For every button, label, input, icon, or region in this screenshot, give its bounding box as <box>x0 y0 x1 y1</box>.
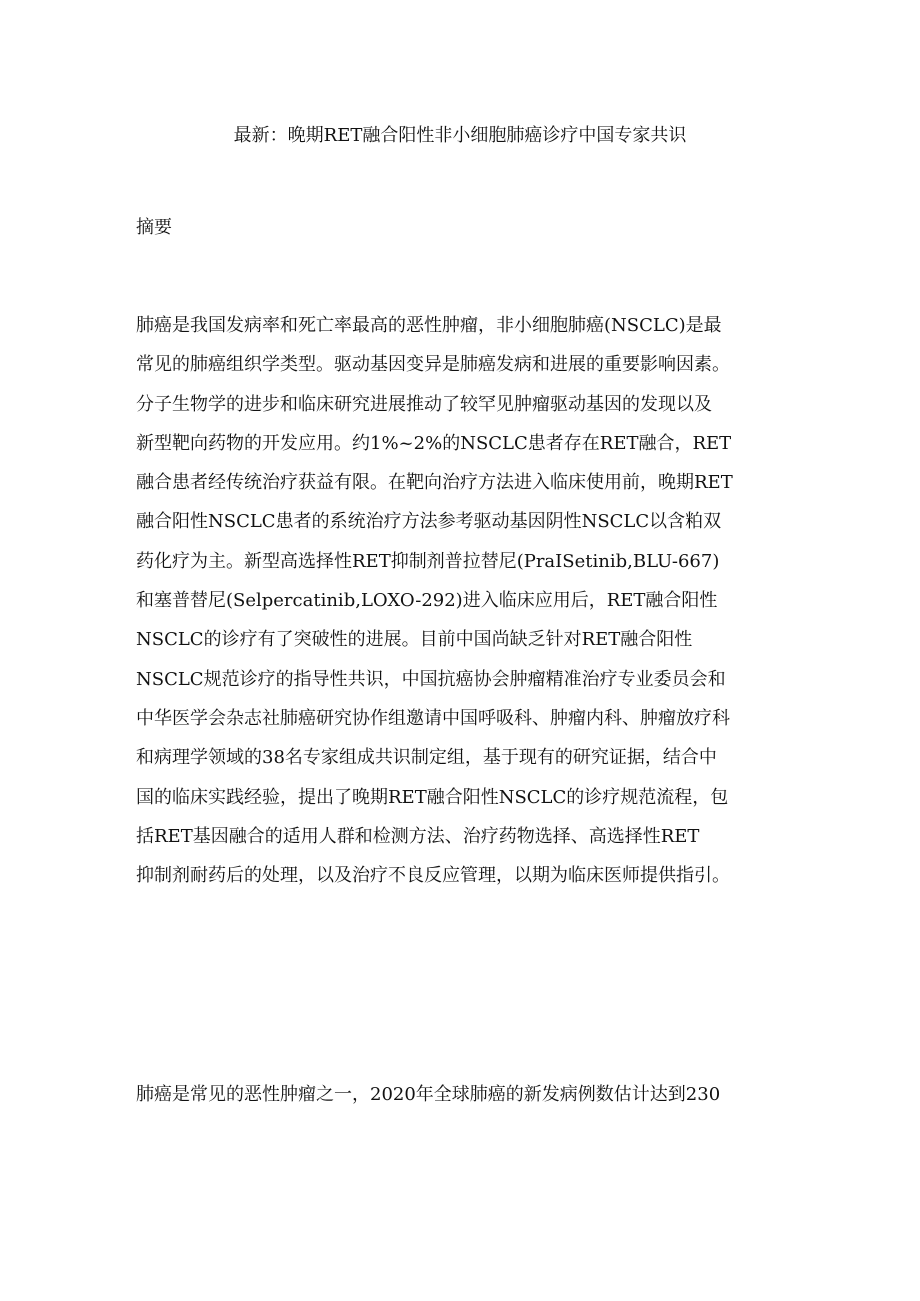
paragraph-line: NSCLC的诊疗有了突破性的进展。目前中国尚缺乏针对RET融合阳性 <box>136 629 693 651</box>
paragraph-line: 国的临床实践经验，提出了晚期RET融合阳性NSCLC的诊疗规范流程，包 <box>136 786 729 808</box>
paragraph-line: NSCLC规范诊疗的指导性共识，中国抗癌协会肿瘤精准治疗专业委员会和 <box>136 668 726 690</box>
paragraph-line: 肺癌是我国发病率和死亡率最高的恶性肿瘤，非小细胞肺癌(NSCLC)是最 <box>136 315 722 336</box>
abstract-heading: 摘要 <box>136 217 172 238</box>
paragraph-line: 和塞普替尼(Selpercatinib,LOXO-292)进入临床应用后，RET融合阳性 <box>136 590 718 612</box>
paragraph-line: 融合患者经传统治疗获益有限。在靶向治疗方法进入临床使用前，晚期RET <box>136 472 733 494</box>
paragraph-line: 药化疗为主。新型高选择性RET抑制剂普拉替尼(PraISetinib,BLU-667) <box>136 550 720 572</box>
abstract-paragraph <box>136 312 796 901</box>
paragraph-line: 融合阳性NSCLC患者的系统治疗方法参考驱动基因阴性NSCLC以含粕双 <box>136 511 722 533</box>
paragraph-line: 和病理学领域的38名专家组成共识制定组，基于现有的研究证据，结合中 <box>136 747 717 769</box>
paragraph-line: 中华医学会杂志社肺癌研究协作组邀请中国呼吸科、肿瘤内科、肿瘤放疗科 <box>136 707 730 729</box>
paragraph-line: 抑制剂耐药后的处理，以及治疗不良反应管理，以期为临床医师提供指引。 <box>136 865 730 887</box>
paragraph-line: 括RET基因融合的适用人群和检测方法、治疗药物选择、高选择性RET <box>136 825 700 847</box>
document-title: 最新：晚期RET融合阳性非小细胞肺癌诊疗中国专家共识 <box>233 125 687 146</box>
paragraph-line: 常见的肺癌组织学类型。驱动基因变异是肺癌发病和进展的重要影响因素。 <box>136 354 730 376</box>
paragraph-line: 分子生物学的进步和临床研究进展推动了较罕见肿瘤驱动基因的发现以及 <box>136 393 712 415</box>
paragraph-line: 肺癌是常见的恶性肿瘤之一，2020年全球肺癌的新发病例数估计达到230 <box>136 1084 721 1105</box>
body-paragraph <box>136 1081 796 1120</box>
paragraph-line: 新型靶向药物的开发应用。约1%~2%的NSCLC患者存在RET融合，RET <box>136 432 732 454</box>
